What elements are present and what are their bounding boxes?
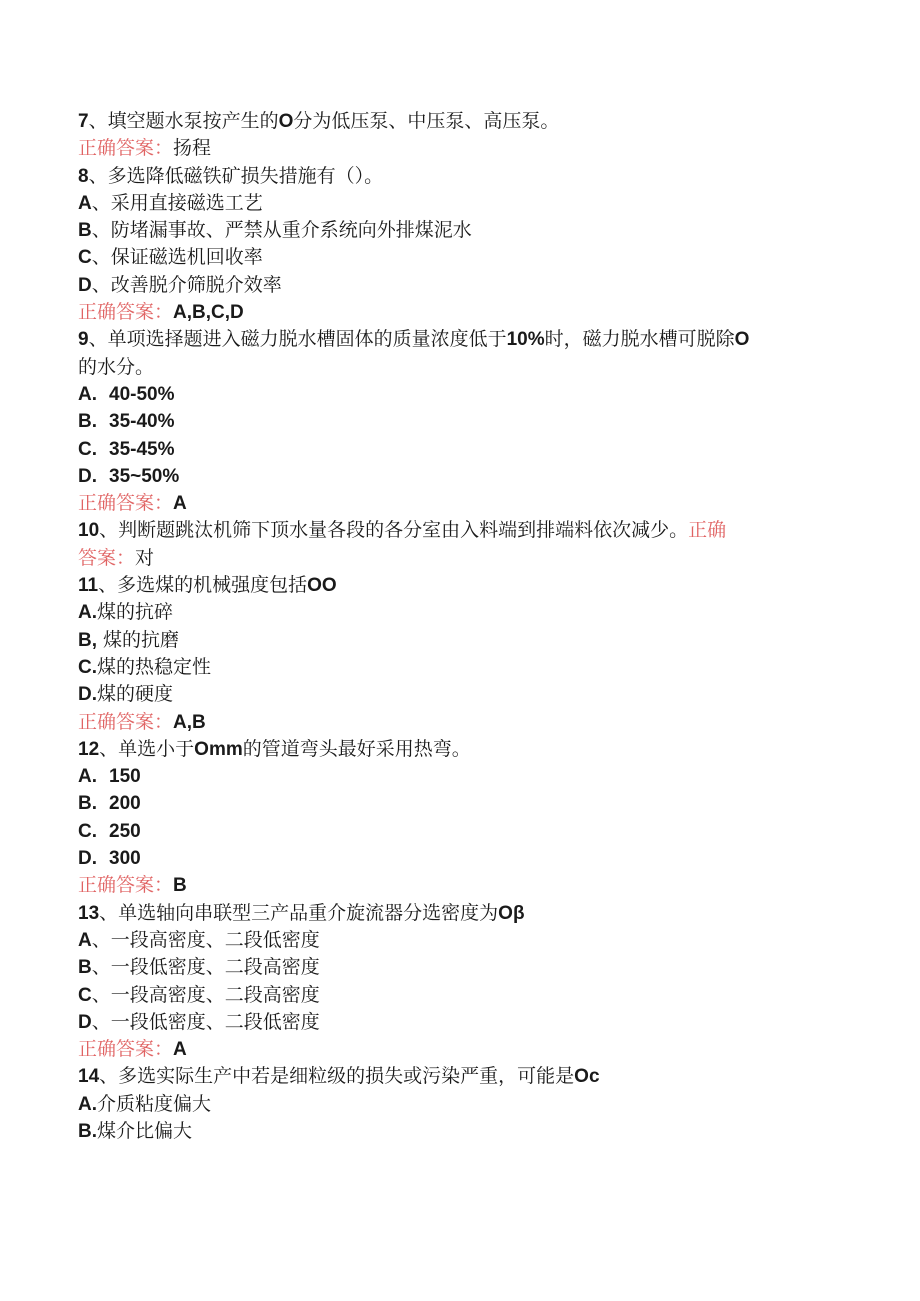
option-b: B.煤介比偏大 (78, 1119, 193, 1142)
answer-label: 正确答案： (78, 1038, 174, 1061)
blank: Oc (574, 1066, 600, 1088)
answer-label: 正确答案： (78, 874, 174, 897)
question-10: 10、判断题跳汰机筛下顶水量各段的各分室由入料端到排端料依次减少。正确 (78, 519, 727, 542)
answer-label: 正确答案： (78, 137, 174, 160)
answer-value: 对 (135, 546, 155, 569)
question-text: 填空题水泵按产生的 (107, 110, 279, 132)
answer-label: 答案： (78, 546, 136, 569)
option-a: A. 40-50% (78, 383, 175, 405)
option-d: D、一段低密度、二段低密度 (78, 1010, 320, 1033)
option-b: B、一段低密度、二段高密度 (78, 956, 320, 979)
question-12: 12、单选小于Omm的管道弯头最好采用热弯。 (78, 737, 471, 760)
question-text: 单选小于 (118, 737, 195, 760)
answer-9 (78, 490, 848, 517)
question-number: 11 (78, 575, 99, 597)
answer-label: 正确 (688, 519, 727, 542)
question-11: 11、多选煤的机械强度包括OO (78, 574, 337, 597)
option-d: D、改善脱介筛脱介效率 (78, 273, 282, 296)
option-b: B、防堵漏事故、严禁从重介系统向外排煤泥水 (78, 219, 472, 242)
answer-value: 扬程 (173, 137, 212, 160)
option-b: B, 煤的抗磨 (78, 628, 180, 651)
blank: Omm (194, 738, 243, 760)
question-text: 单项选择题进入磁力脱水槽固体的质量浓度低于 (107, 328, 507, 351)
option-a: A.煤的抗碎 (78, 601, 174, 624)
question-number: 10 (78, 520, 100, 542)
option-c: C.煤的热稳定性 (78, 655, 212, 678)
answer-8 (78, 299, 848, 326)
question-number: 7 (78, 111, 89, 132)
option-a: A.介质粘度偏大 (78, 1092, 212, 1115)
question-number: 14 (78, 1066, 100, 1088)
question-number: 13 (78, 902, 100, 924)
question-14: 14、多选实际生产中若是细粒级的损失或污染严重，可能是Oc (78, 1065, 600, 1088)
answer-value: A,B (173, 711, 206, 733)
answer-7 (78, 135, 848, 162)
option-c: C、保证磁选机回收率 (78, 246, 263, 269)
answer-value: A,B,C,D (173, 302, 244, 324)
answer-label: 正确答案： (78, 301, 174, 324)
question-text: 分为低压泵、中压泵、高压泵。 (293, 110, 560, 132)
question-text: 多选实际生产中若是细粒级的损失或污染严重，可能是 (118, 1065, 575, 1088)
option-a: A. 150 (78, 766, 141, 788)
answer-10 (78, 545, 848, 572)
question-7: 7、填空题水泵按产生的O分为低压泵、中压泵、高压泵。 (78, 110, 560, 132)
blank: O (278, 111, 294, 132)
blank: O (734, 329, 750, 351)
answer-label: 正确答案： (78, 710, 174, 733)
option-a: A、一段高密度、二段低密度 (78, 928, 320, 951)
option-b: B. 200 (78, 793, 141, 815)
question-text: 多选煤的机械强度包括 (117, 574, 308, 597)
option-d: D. 300 (78, 848, 141, 870)
option-d: D. 35~50% (78, 465, 180, 487)
question-text: 单选轴向串联型三产品重介旋流器分选密度为 (118, 901, 499, 924)
option-c: C. 250 (78, 820, 141, 842)
question-9-cont: 的水分。 (78, 355, 155, 378)
question-8: 8、多选降低磁铁矿损失措施有（）。 (78, 164, 384, 187)
blank: OO (307, 575, 337, 597)
question-13: 13、单选轴向串联型三产品重介旋流器分选密度为Oβ (78, 901, 525, 924)
option-c: C、一段高密度、二段高密度 (78, 983, 320, 1006)
blank: Oβ (498, 902, 525, 924)
answer-label: 正确答案： (78, 492, 174, 515)
answer-13 (78, 1036, 848, 1063)
option-c: C. 35-45% (78, 438, 175, 460)
exam-document (78, 108, 848, 1145)
answer-value: A (173, 1039, 187, 1061)
option-a: A、采用直接磁选工艺 (78, 191, 263, 214)
answer-12 (78, 872, 848, 899)
option-b: B. 35-40% (78, 411, 175, 433)
question-text: 判断题跳汰机筛下顶水量各段的各分室由入料端到排端料依次减少。 (118, 519, 689, 542)
answer-value: B (173, 875, 187, 897)
question-number: 12 (78, 738, 100, 760)
option-d: D.煤的硬度 (78, 683, 174, 706)
question-9: 9、单项选择题进入磁力脱水槽固体的质量浓度低于10%时，磁力脱水槽可脱除O (78, 328, 750, 351)
answer-value: A (173, 493, 187, 515)
question-text: 多选降低磁铁矿损失措施有（）。 (107, 164, 384, 187)
answer-11 (78, 709, 848, 736)
question-number: 8 (78, 165, 89, 187)
question-number: 9 (78, 329, 89, 351)
